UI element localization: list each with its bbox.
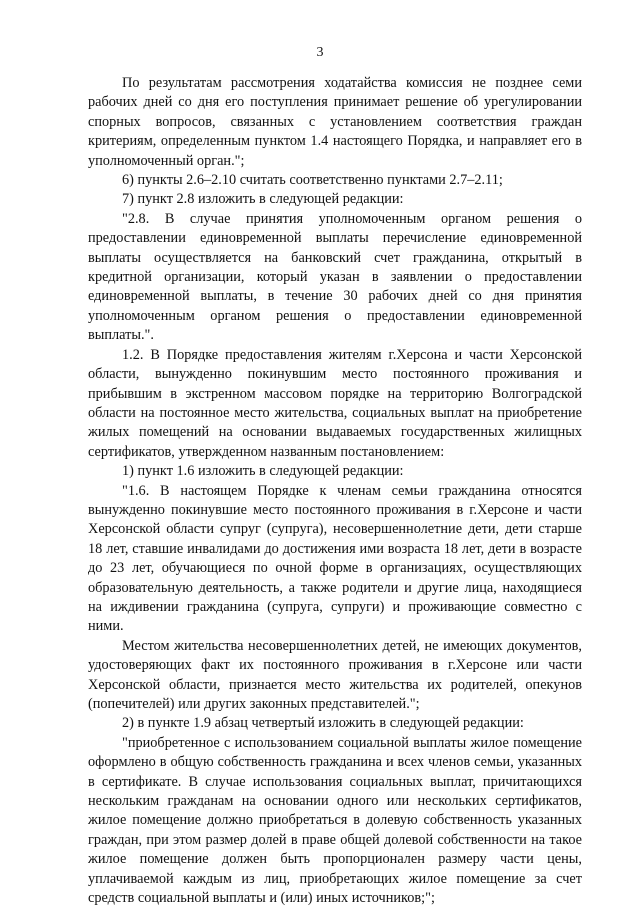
paragraph: 1) пункт 1.6 изложить в следующей редакции: [122, 463, 404, 480]
paragraph: 7) пункт 2.8 изложить в следующей редакции: [122, 191, 404, 208]
paragraph: "1.6. В настоящем Порядке к членам семьи гражданина относятся вынужденно покинувшие место постоянного проживания в г.Херсоне и части Херсонской области супруг (супруга), несовершеннолетние дети, дети старше 18 лет, ставшие инвалидами до достижения ими возраста 18 лет, дети в возрасте до 23 лет, обучающиеся по очной форме в организациях, осуществляющих образовательную деятельность, а также родители и другие лица, находящиеся на иждивении гражданина (супруга, супруги) и проживающие совместно с ними. [88, 482, 582, 635]
paragraph: Местом жительства несовершеннолетних детей, не имеющих документов, удостоверяющих факт их постоянного проживания в г.Херсоне или части Херсонской области, признается место жительства их родителей, опекунов (попечителей) или других законных представителей."; [88, 637, 582, 712]
paragraph: "2.8. В случае принятия уполномоченным органом решения о предоставлении единовременной выплаты перечисление единовременной выплаты осуществляется на банковский счет гражданина, открытый в кредитной организации, который указан в заявлении о предоставлении единовременной выплаты, в течение 30 рабочих дней со дня принятия уполномоченным органом решения о предоставлении единовременной выплаты.". [88, 210, 582, 344]
page-number: 3 [316, 45, 324, 60]
document-body [88, 74, 582, 908]
paragraph: 1.2. В Порядке предоставления жителям г.Херсона и части Херсонской области, вынужденно покинувшим место постоянного проживания и прибывшим в экстренном массовом порядке на территорию Волгоградской области на постоянное место жительства, социальных выплат на приобретение жилых помещений на основании выдаваемых государственных жилищных сертификатов, утвержденном названным постановлением: [88, 346, 582, 460]
paragraph: "приобретенное с использованием социальной выплаты жилое помещение оформлено в общую собственность гражданина и всех членов семьи, указанных в сертификате. В случае использования социальных выплат, причитающихся нескольким гражданам на основании одного или нескольких сертификатов, жилое помещение должно приобретаться в долевую собственность указанных граждан, при этом размер долей в праве общей долевой собственности на такое жилое помещение должен быть пропорционален размеру части цены, уплачиваемой каждым из лиц, приобретающих жилое помещение за счет средств социальной выплаты и (или) иных источников;"; [88, 734, 582, 907]
paragraph: По результатам рассмотрения ходатайства комиссия не позднее семи рабочих дней со дня его поступления принимает решение об урегулировании спорных вопросов, связанных с установлением соответствия граждан критериям, определенным пунктом 1.4 настоящего Порядка, и направляет его в уполномоченный орган."; [88, 75, 582, 169]
paragraph: 2) в пункте 1.9 абзац четвертый изложить в следующей редакции: [122, 715, 524, 732]
paragraph: 6) пункты 2.6–2.10 считать соответственно пунктами 2.7–2.11; [122, 172, 503, 189]
